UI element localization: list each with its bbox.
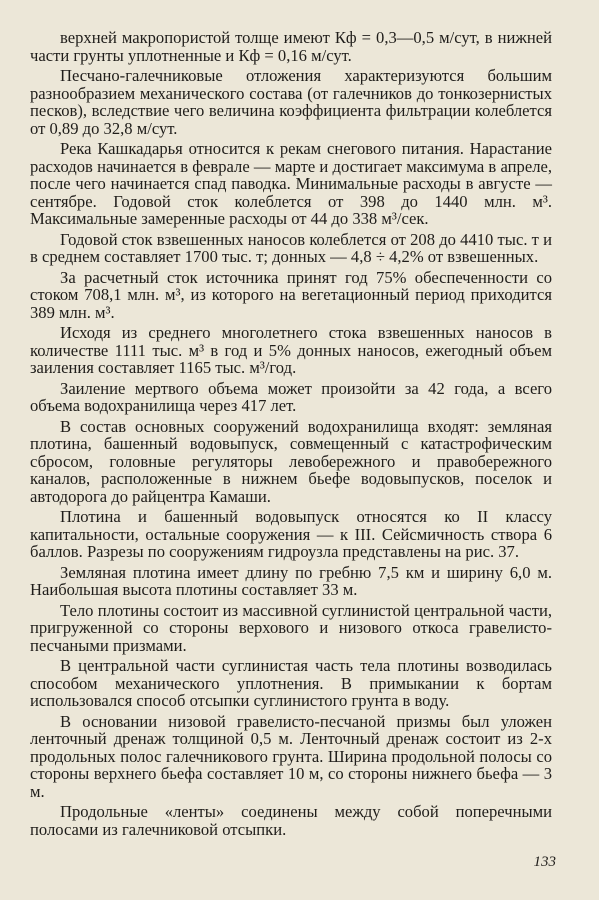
paragraph: Годовой сток взвешенных наносов колеблется от 208 до 4410 тыс. т и в среднем составляет 1700 тыс. т; донных — 4,8 ÷ 4,2% от взвешенных.: [30, 229, 552, 266]
paragraph: Плотина и башенный водовыпуск относятся ко II классу капитальности, остальные сооружения — к III. Сейсмичность створа 6 баллов. Разрезы по сооружениям гидроузла представлены на рис. 37.: [30, 507, 552, 561]
body-text: [30, 29, 552, 838]
page-number: 133: [533, 854, 556, 870]
paragraph: Продольные «ленты» соединены между собой поперечными полосами из галечниковой отсыпки.: [30, 802, 552, 839]
paragraph: Песчано-галечниковые отложения характеризуются большим разнообразием механического состава (от галечников до тонкозернистых песков), вследствие чего величина коэффициента фильтрации колеблется от 0,89 до 32,8 м/сут.: [30, 66, 552, 138]
paragraph: Заиление мертвого объема может произойти за 42 года, а всего объема водохранилища через 417 лет.: [30, 378, 552, 415]
paragraph: Исходя из среднего многолетнего стока взвешенных наносов в количестве 1111 тыс. м³ в год и 5% донных наносов, ежегодный объем заиления составляет 1165 тыс. м³/год.: [30, 323, 552, 377]
paragraph: Земляная плотина имеет длину по гребню 7,5 км и ширину 6,0 м. Наибольшая высота плотины составляет 33 м.: [30, 562, 552, 599]
paragraph: Река Кашкадарья относится к рекам снегового питания. Нарастание расходов начинается в феврале — марте и достигает максимума в апреле, после чего начинается спад паводка. Минимальные расходы в августе — сентябре. Годовой сток колеблется от 398 до 1440 млн. м³. Максимальные замеренные расходы от 44 до 338 м³/сек.: [30, 139, 552, 228]
paragraph: В основании низовой гравелисто-песчаной призмы был уложен ленточный дренаж толщиной 0,5 м. Ленточный дренаж состоит из 2-х продольных полос галечникового грунта. Ширина продольной полосы со стороны верхнего бьефа составляет 10 м, со стороны нижнего бьефа — 3 м.: [30, 711, 552, 801]
paragraph: В центральной части суглинистая часть тела плотины возводилась способом механического уплотнения. В примыкании к бортам использовался способ отсыпки суглинистого грунта в воду.: [30, 656, 552, 710]
paragraph: За расчетный сток источника принят год 75% обеспеченности со стоком 708,1 млн. м³, из которого на вегетационный период приходится 389 млн. м³.: [30, 267, 552, 322]
paragraph: В состав основных сооружений водохранилища входят: земляная плотина, башенный водовыпуск, совмещенный с катастрофическим сбросом, головные регуляторы левобережного и правобережного каналов, расположенные в нижнем бьефе водовыпусков, поселок и автодорога до райцентра Камаши.: [30, 416, 552, 506]
paragraph: верхней макропористой толще имеют Кф = 0,3—0,5 м/сут, в нижней части грунты уплотненные и Кф = 0,16 м/сут.: [30, 28, 552, 65]
paragraph: Тело плотины состоит из массивной суглинистой центральной части, пригруженной со стороны верхового и низового откоса гравелисто-песчаными призмами.: [30, 600, 552, 655]
